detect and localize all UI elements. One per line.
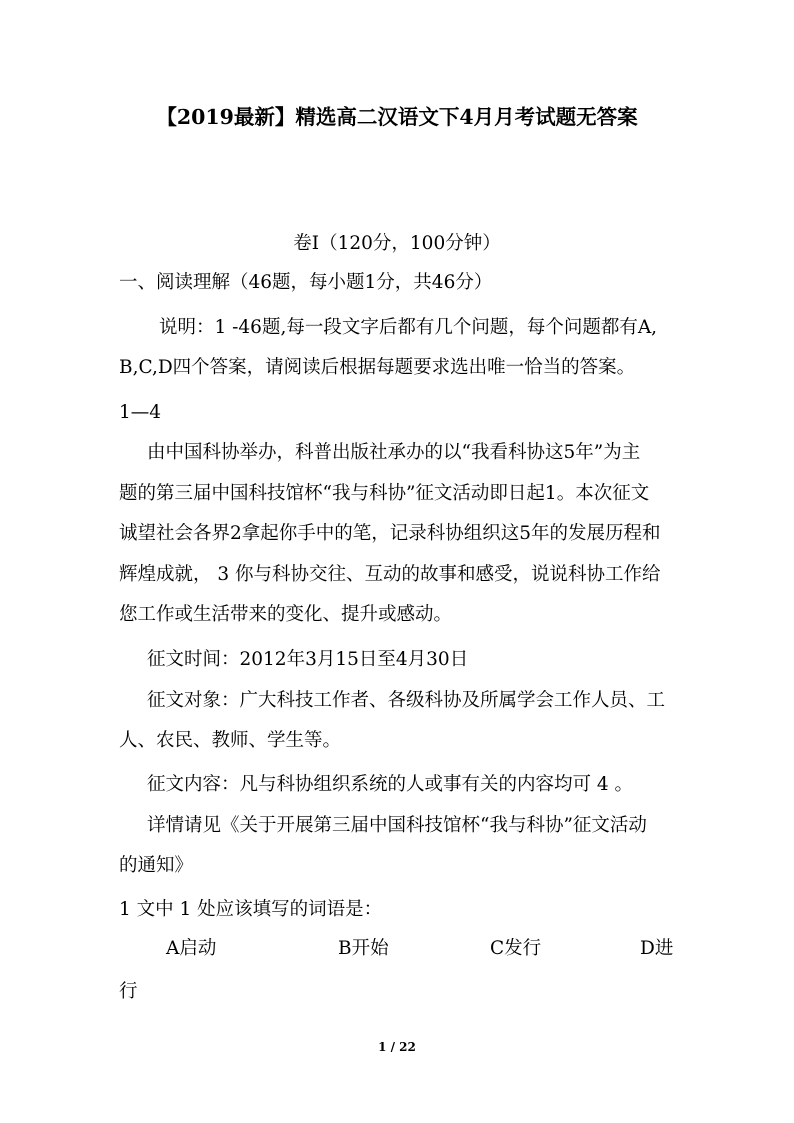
- document-title: 【2019最新】精选高二汉语文下4月月考试题无答案: [156, 105, 638, 129]
- passage-line-1: 由中国科协举办，科普出版社承办的以“我看科协这5年”为主: [147, 442, 641, 463]
- option-d-wrap: 行: [119, 981, 138, 1002]
- details-line-2: 的通知》: [119, 855, 194, 876]
- question-stem: 1 文中 1 处应该填写的词语是：: [119, 899, 383, 920]
- details-line-1: 详情请见《关于开展第三届中国科技馆杯“我与科协”征文活动: [147, 815, 647, 836]
- passage-line-5: 您工作或生活带来的变化、提升或感动。: [119, 604, 453, 625]
- section-header: 卷Ⅰ（120分，100分钟）: [293, 233, 501, 254]
- instruction-line-2: B,C,D四个答案，请阅读后根据每题要求选出唯一恰当的答案。: [119, 357, 636, 378]
- option-b: B开始: [338, 938, 389, 959]
- essay-time: 征文时间：2012年3月15日至4月30日: [147, 649, 469, 670]
- essay-content: 征文内容：凡与科协组织系统的人或事有关的内容均可 4 。: [147, 774, 634, 795]
- essay-target-line-1: 征文对象：广大科技工作者、各级科协及所属学会工作人员、工: [147, 690, 666, 711]
- passage-range: 1—4: [119, 402, 162, 423]
- essay-target-line-2: 人、农民、教师、学生等。: [119, 730, 342, 751]
- part-header: 一、阅读理解（46题，每小题1分，共46分）: [119, 272, 493, 293]
- option-c: C发行: [490, 938, 542, 959]
- instruction-line-1: 说明：1 -46题,每一段文字后都有几个问题，每个问题都有A,: [159, 317, 658, 338]
- option-a: A启动: [166, 938, 217, 959]
- passage-line-3: 诚望社会各界2拿起你手中的笔，记录科协组织这5年的发展历程和: [119, 523, 661, 544]
- passage-line-2: 题的第三届中国科技馆杯“我与科协”征文活动即日起1。本次征文: [119, 483, 650, 504]
- page-number: 1 / 22: [378, 1040, 416, 1054]
- option-d: D进: [640, 938, 674, 959]
- passage-line-4: 辉煌成就， 3 你与科协交往、互动的故事和感受，说说科协工作给: [119, 564, 661, 585]
